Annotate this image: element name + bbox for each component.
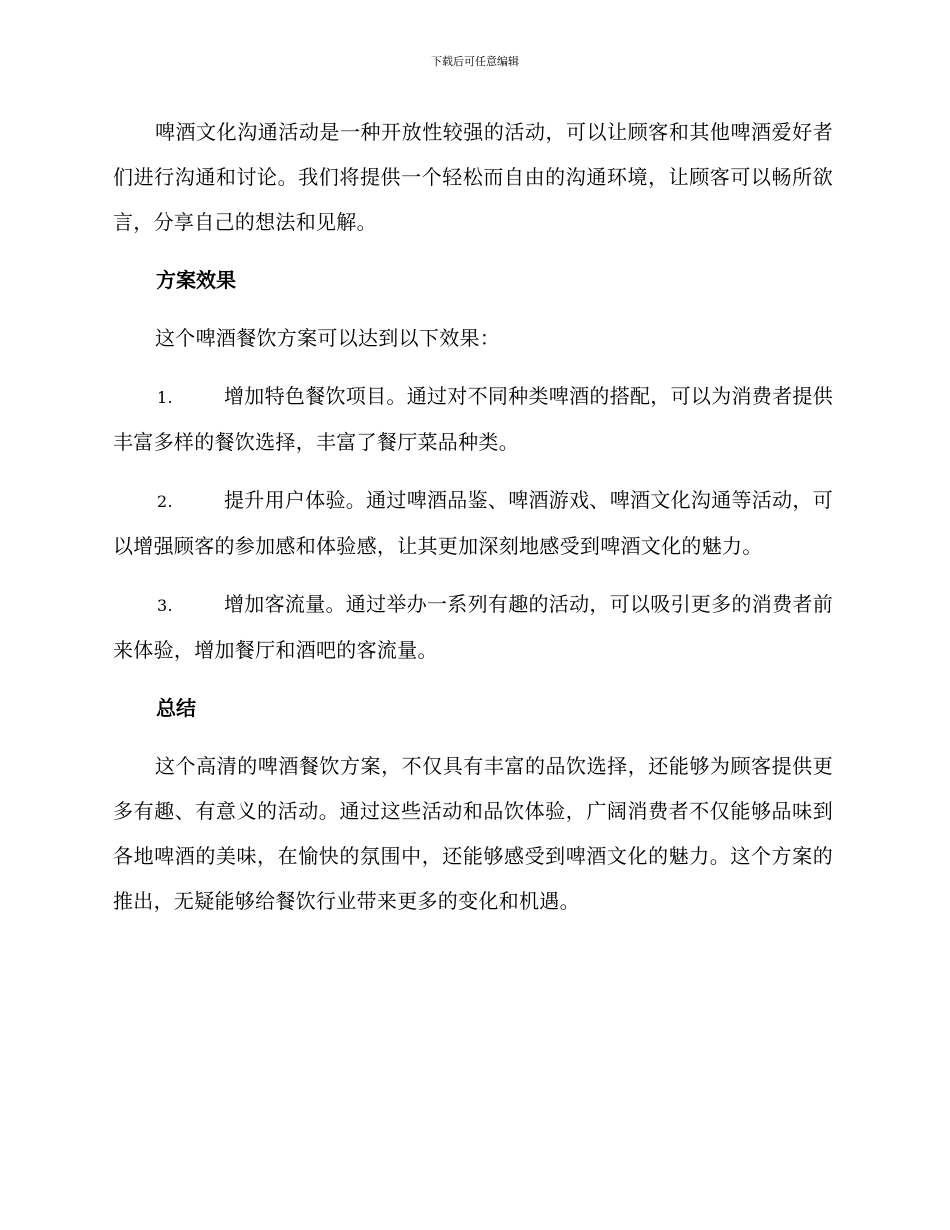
- list-item: [113, 582, 833, 673]
- list-item: [113, 374, 833, 465]
- document-body: [113, 110, 833, 937]
- list-item-text: 提升用户体验。通过啤酒品鉴、啤酒游戏、啤酒文化沟通等活动，可以增强顾客的参加感和体验感，让其更加深刻地感受到啤酒文化的魅力。: [113, 488, 833, 558]
- list-item-number: 1.: [157, 388, 173, 407]
- section-heading-summary: 总结: [156, 696, 196, 720]
- effects-lead-paragraph: 这个啤酒餐饮方案可以达到以下效果：: [155, 326, 501, 350]
- summary-paragraph: 这个高清的啤酒餐饮方案，不仅具有丰富的品饮选择，还能够为顾客提供更多有趣、有意义的活动。通过这些活动和品饮体验，广阔消费者不仅能够品味到各地啤酒的美味，在愉快的氛围中，还能够感受到啤酒文化的魅力。这个方案的推出，无疑能够给餐饮行业带来更多的变化和机遇。: [113, 754, 833, 913]
- list-item-text: 增加客流量。通过举办一系列有趣的活动，可以吸引更多的消费者前来体验，增加餐厅和酒吧的客流量。: [113, 592, 833, 662]
- list-item: [113, 478, 833, 569]
- list-item-number: 3.: [157, 596, 173, 615]
- section-heading-effects: 方案效果: [156, 268, 236, 292]
- page-header-note: 下载后可任意编辑: [431, 55, 519, 68]
- intro-paragraph: 啤酒文化沟通活动是一种开放性较强的活动，可以让顾客和其他啤酒爱好者们进行沟通和讨论。我们将提供一个轻松而自由的沟通环境，让顾客可以畅所欲言，分享自己的想法和见解。: [113, 120, 833, 234]
- list-item-text: 增加特色餐饮项目。通过对不同种类啤酒的搭配，可以为消费者提供丰富多样的餐饮选择，丰富了餐厅菜品种类。: [113, 384, 833, 454]
- list-item-number: 2.: [157, 492, 173, 511]
